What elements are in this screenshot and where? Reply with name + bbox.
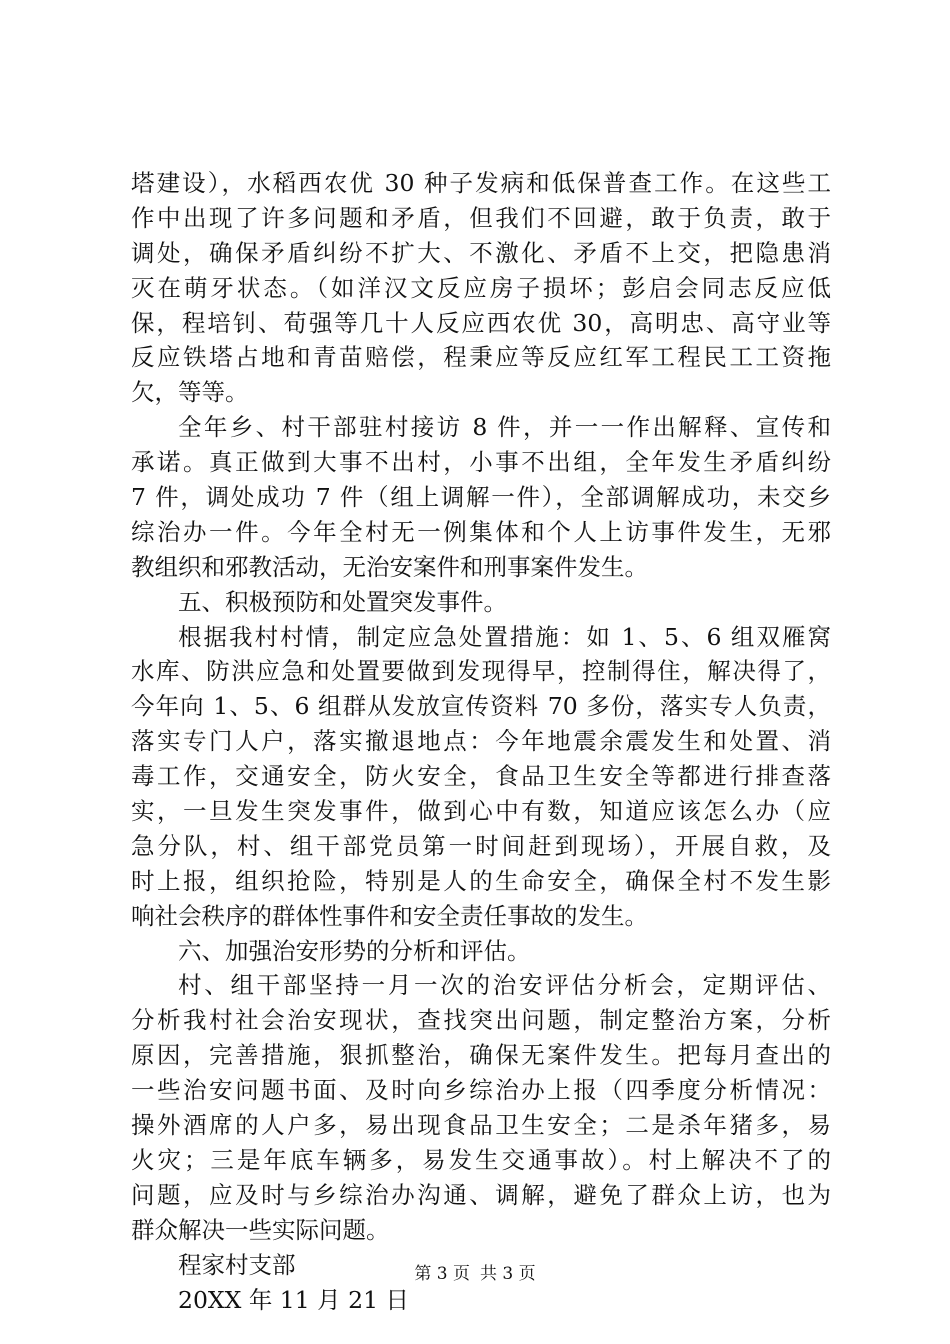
text-line: 实，一旦发生突发事件，做到心中有数，知道应该怎么办（应 bbox=[131, 797, 831, 826]
text-line: 反应铁塔占地和青苗赔偿，程秉应等反应红军工程民工工资拖 bbox=[131, 343, 831, 372]
text-line: 塔建设），水稻西农优 30 种子发病和低保普查工作。在这些工 bbox=[131, 169, 831, 197]
text-line: 调处，确保矛盾纠纷不扩大、不激化、矛盾不上交，把隐患消 bbox=[131, 238, 831, 267]
text-line: 作中出现了许多问题和矛盾，但我们不回避，敢于负责，敢于 bbox=[131, 203, 831, 232]
text-line: 今年向 1、5、6 组群从发放宣传资料 70 多份，落实专人负责， bbox=[131, 692, 831, 721]
text-line: 全年乡、村干部驻村接访 8 件，并一一作出解释、宣传和 bbox=[178, 413, 831, 442]
text-line: 保，程培钊、荀强等几十人反应西农优 30，高明忠、高守业等 bbox=[131, 308, 831, 337]
text-line: 响社会秩序的群体性事件和安全责任事故的发生。 bbox=[131, 901, 648, 930]
text-line: 20XX 年 11 月 21 日 bbox=[178, 1285, 410, 1314]
text-line: 毒工作，交通安全，防火安全，食品卫生安全等都进行排查落 bbox=[131, 762, 831, 791]
text-line: 教组织和邪教活动，无治安案件和刑事案件发生。 bbox=[131, 552, 648, 581]
text-line: 综治办一件。今年全村无一例集体和个人上访事件发生，无邪 bbox=[131, 517, 831, 546]
text-line: 灭在萌牙状态。（如洋汉文反应房子损坏；彭启会同志反应低 bbox=[131, 273, 831, 302]
text-line: 根据我村村情，制定应急处置措施：如 1、5、6 组双雁窝 bbox=[178, 622, 831, 651]
text-line: 村、组干部坚持一月一次的治安评估分析会，定期评估、 bbox=[178, 971, 831, 1000]
text-line: 欠，等等。 bbox=[131, 378, 249, 407]
document-body bbox=[131, 166, 831, 1317]
text-line: 火灾；三是年底车辆多，易发生交通事故）。村上解决不了的 bbox=[131, 1145, 831, 1174]
text-line: 五、积极预防和处置突发事件。 bbox=[178, 587, 507, 616]
text-line: 群众解决一些实际问题。 bbox=[131, 1215, 390, 1244]
text-line: 落实专门人户，落实撤退地点：今年地震余震发生和处置、消 bbox=[131, 727, 831, 756]
text-line: 程家村支部 bbox=[178, 1250, 296, 1279]
text-line: 7 件，调处成功 7 件（组上调解一件），全部调解成功，未交乡 bbox=[131, 483, 831, 512]
text-line: 问题，应及时与乡综治办沟通、调解，避免了群众上访，也为 bbox=[131, 1180, 831, 1209]
text-line: 六、加强治安形势的分析和评估。 bbox=[178, 936, 531, 965]
text-line: 操外酒席的人户多，易出现食品卫生安全；二是杀年猪多，易 bbox=[131, 1111, 831, 1140]
text-line: 分析我村社会治安现状，查找突出问题，制定整治方案，分析 bbox=[131, 1006, 831, 1035]
text-line: 原因，完善措施，狠抓整治，确保无案件发生。把每月查出的 bbox=[131, 1041, 831, 1070]
text-line: 急分队，村、组干部党员第一时间赶到现场），开展自救，及 bbox=[131, 831, 831, 860]
text-line: 时上报，组织抢险，特别是人的生命安全，确保全村不发生影 bbox=[131, 866, 831, 895]
text-line: 一些治安问题书面、及时向乡综治办上报（四季度分析情况： bbox=[131, 1076, 831, 1105]
page-number: 第 3 页 bbox=[414, 1264, 470, 1284]
text-line: 承诺。真正做到大事不出村，小事不出组，全年发生矛盾纠纷 bbox=[131, 448, 831, 477]
page-footer bbox=[0, 1263, 950, 1285]
page-total: 共 3 页 bbox=[480, 1264, 536, 1284]
text-line: 水库、防洪应急和处置要做到发现得早，控制得住，解决得了， bbox=[131, 657, 831, 686]
